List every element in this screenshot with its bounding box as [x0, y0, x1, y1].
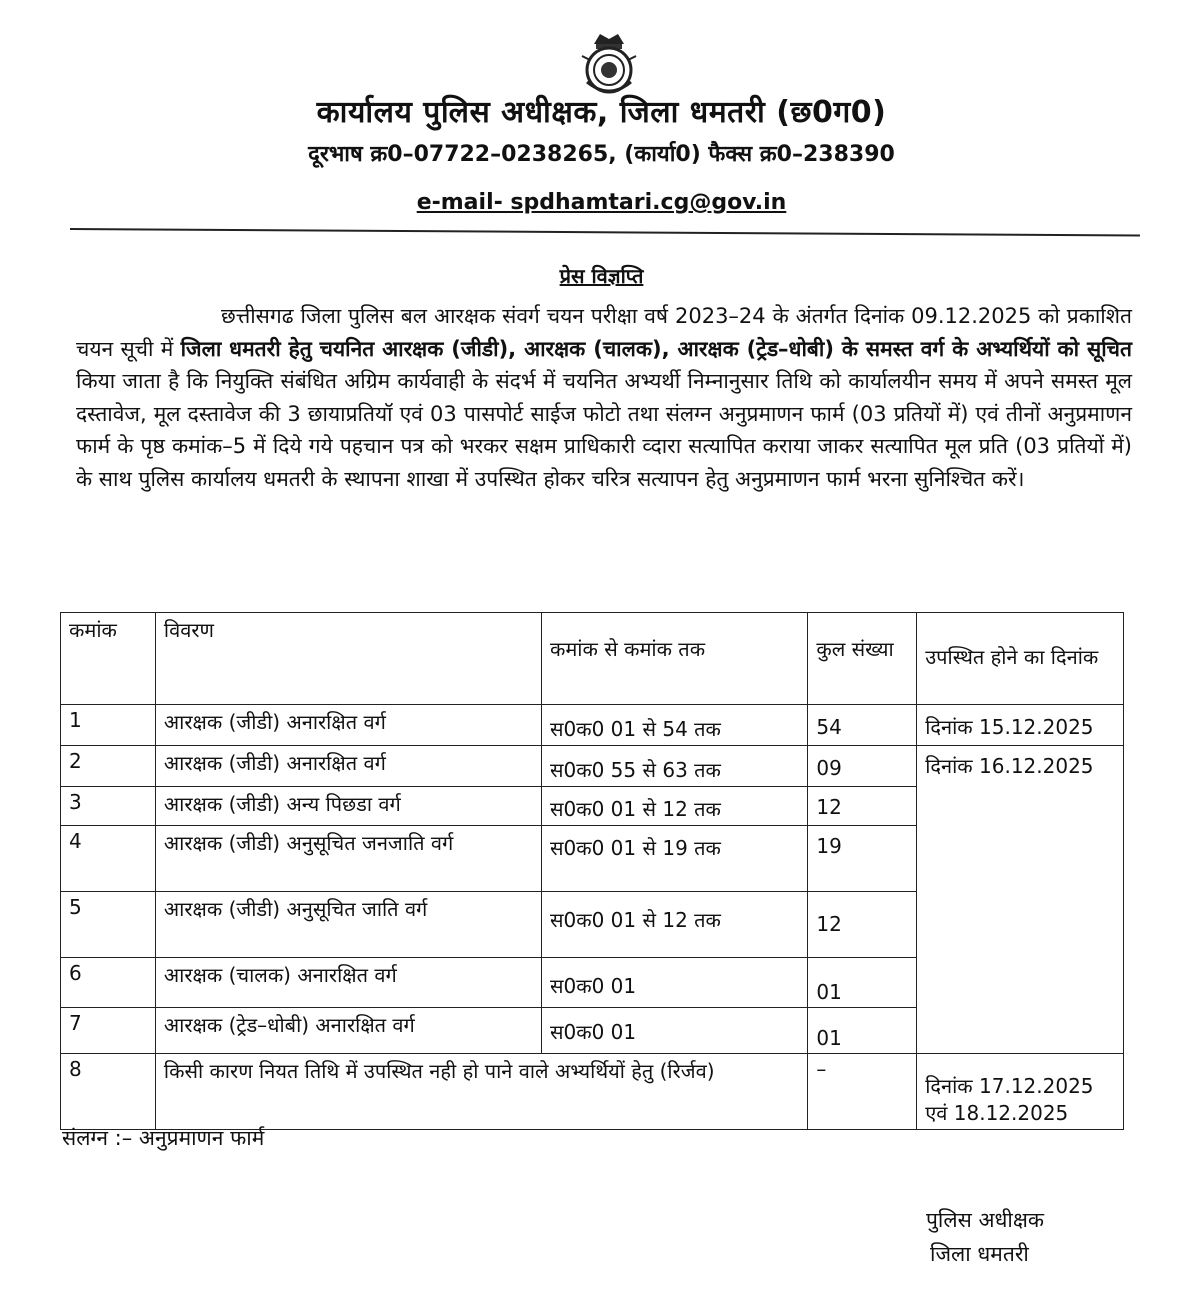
- press-release-title: प्रेस विज्ञप्ति: [559, 264, 644, 288]
- body-text-start: छत्तीसगढ जिला पुलिस बल आरक्षक संवर्ग चयन परीक्षा वर्ष 2023–24 के अंतर्गत दिनांक 09.12.2025 को प्रकाशित चयन सूची में: [76, 304, 1132, 361]
- row-range: स0क0 01 से 12 तक: [541, 892, 807, 958]
- table-row: [61, 746, 1124, 787]
- header-divider: [70, 228, 1140, 237]
- row-sno: 3: [61, 787, 156, 826]
- body-text-bold: जिला धमतरी हेतु चयनित आरक्षक (जीडी), आरक्षक (चालक), आरक्षक (ट्रेड–धोबी) के समस्त वर्ग के अभ्यर्थियों को सूचित: [180, 336, 1132, 361]
- row-sno: 7: [61, 1008, 156, 1054]
- body-paragraph: [76, 300, 1132, 495]
- row-count: 09: [808, 746, 917, 787]
- row-count: 54: [808, 705, 917, 746]
- row-count: 01: [808, 958, 917, 1008]
- office-heading: कार्यालय पुलिस अधीक्षक, जिला धमतरी (छ0ग0): [316, 95, 887, 130]
- row-date: दिनांक 15.12.2025: [917, 705, 1124, 746]
- header-count: कुल संख्या: [808, 613, 917, 705]
- row-desc: आरक्षक (जीडी) अनारक्षित वर्ग: [155, 705, 541, 746]
- row-date: दिनांक 16.12.2025: [917, 746, 1124, 1054]
- row-count: 19: [808, 826, 917, 892]
- header-range: कमांक से कमांक तक: [541, 613, 807, 705]
- row-range: स0क0 01: [541, 958, 807, 1008]
- row-range: स0क0 01 से 12 तक: [541, 787, 807, 826]
- row-count: –: [808, 1054, 917, 1130]
- police-emblem-icon: [578, 30, 640, 98]
- body-text-end: किया जाता है कि नियुक्ति संबंधित अग्रिम कार्यवाही के संदर्भ में चयनित अभ्यर्थी निम्नानुसार तिथि को कार्यालयीन समय में अपने समस्त मूल दस्तावेज, मूल दस्तावेज की 3 छायाप्रतियॉ एवं 03 पासपोर्ट साईज फोटो तथा संलग्न अनुप्रमाणन फार्म (03 प्रतियों में) एवं तीनों अनुप्रमाणन फार्म के पृष्ठ कमांक–5 में दिये गये पहचान पत्र को भरकर सक्षम प्राधिकारी व्दारा सत्यापित कराया जाकर सत्यापित मूल प्रति (03 प्रतियों में) के साथ पुलिस कार्यालय धमतरी के स्थापना शाखा में उपस्थित होकर चरित्र सत्यापन हेतु अनुप्रमाणन फार्म भरना सुनिश्चित करें।: [76, 369, 1132, 491]
- row-range: स0क0 01 से 54 तक: [541, 705, 807, 746]
- row-desc: आरक्षक (जीडी) अनुसूचित जनजाति वर्ग: [155, 826, 541, 892]
- row-sno: 5: [61, 892, 156, 958]
- row-sno: 6: [61, 958, 156, 1008]
- reserve-date-line2: एवं 18.12.2025: [925, 1101, 1069, 1125]
- reserve-date-line1: दिनांक 17.12.2025: [925, 1074, 1094, 1098]
- schedule-table: [60, 612, 1124, 1130]
- header-sno: कमांक: [61, 613, 156, 705]
- table-row: [61, 1054, 1124, 1130]
- row-sno: 2: [61, 746, 156, 787]
- row-sno: 8: [61, 1054, 156, 1130]
- row-desc: आरक्षक (जीडी) अनारक्षित वर्ग: [155, 746, 541, 787]
- header-date: उपस्थित होने का दिनांक: [917, 613, 1124, 705]
- table-header-row: [61, 613, 1124, 705]
- email-line: e-mail- spdhamtari.cg@gov.in: [416, 190, 787, 215]
- enclosure-note: संलग्न :– अनुप्रमाणन फार्म: [62, 1126, 265, 1150]
- row-sno: 4: [61, 826, 156, 892]
- row-range: स0क0 55 से 63 तक: [541, 746, 807, 787]
- row-desc: किसी कारण नियत तिथि में उपस्थित नही हो पाने वाले अभ्यर्थियों हेतु (रिर्जव): [155, 1054, 807, 1130]
- phone-fax-line: दूरभाष क्र0–07722–0238265, (कार्या0) फैक्स क्र0–238390: [308, 142, 895, 167]
- row-desc: आरक्षक (जीडी) अनुसूचित जाति वर्ग: [155, 892, 541, 958]
- row-count: 12: [808, 787, 917, 826]
- row-sno: 1: [61, 705, 156, 746]
- row-date-reserve: [917, 1054, 1124, 1130]
- row-count: 12: [808, 892, 917, 958]
- table-row: [61, 705, 1124, 746]
- signatory-district: जिला धमतरी: [930, 1242, 1029, 1266]
- row-desc: आरक्षक (ट्रेड–धोबी) अनारक्षित वर्ग: [155, 1008, 541, 1054]
- row-desc: आरक्षक (जीडी) अन्य पिछडा वर्ग: [155, 787, 541, 826]
- row-range: स0क0 01: [541, 1008, 807, 1054]
- row-desc: आरक्षक (चालक) अनारक्षित वर्ग: [155, 958, 541, 1008]
- signatory-designation: पुलिस अधीक्षक: [926, 1208, 1045, 1232]
- row-range: स0क0 01 से 19 तक: [541, 826, 807, 892]
- header-desc: विवरण: [155, 613, 541, 705]
- row-count: 01: [808, 1008, 917, 1054]
